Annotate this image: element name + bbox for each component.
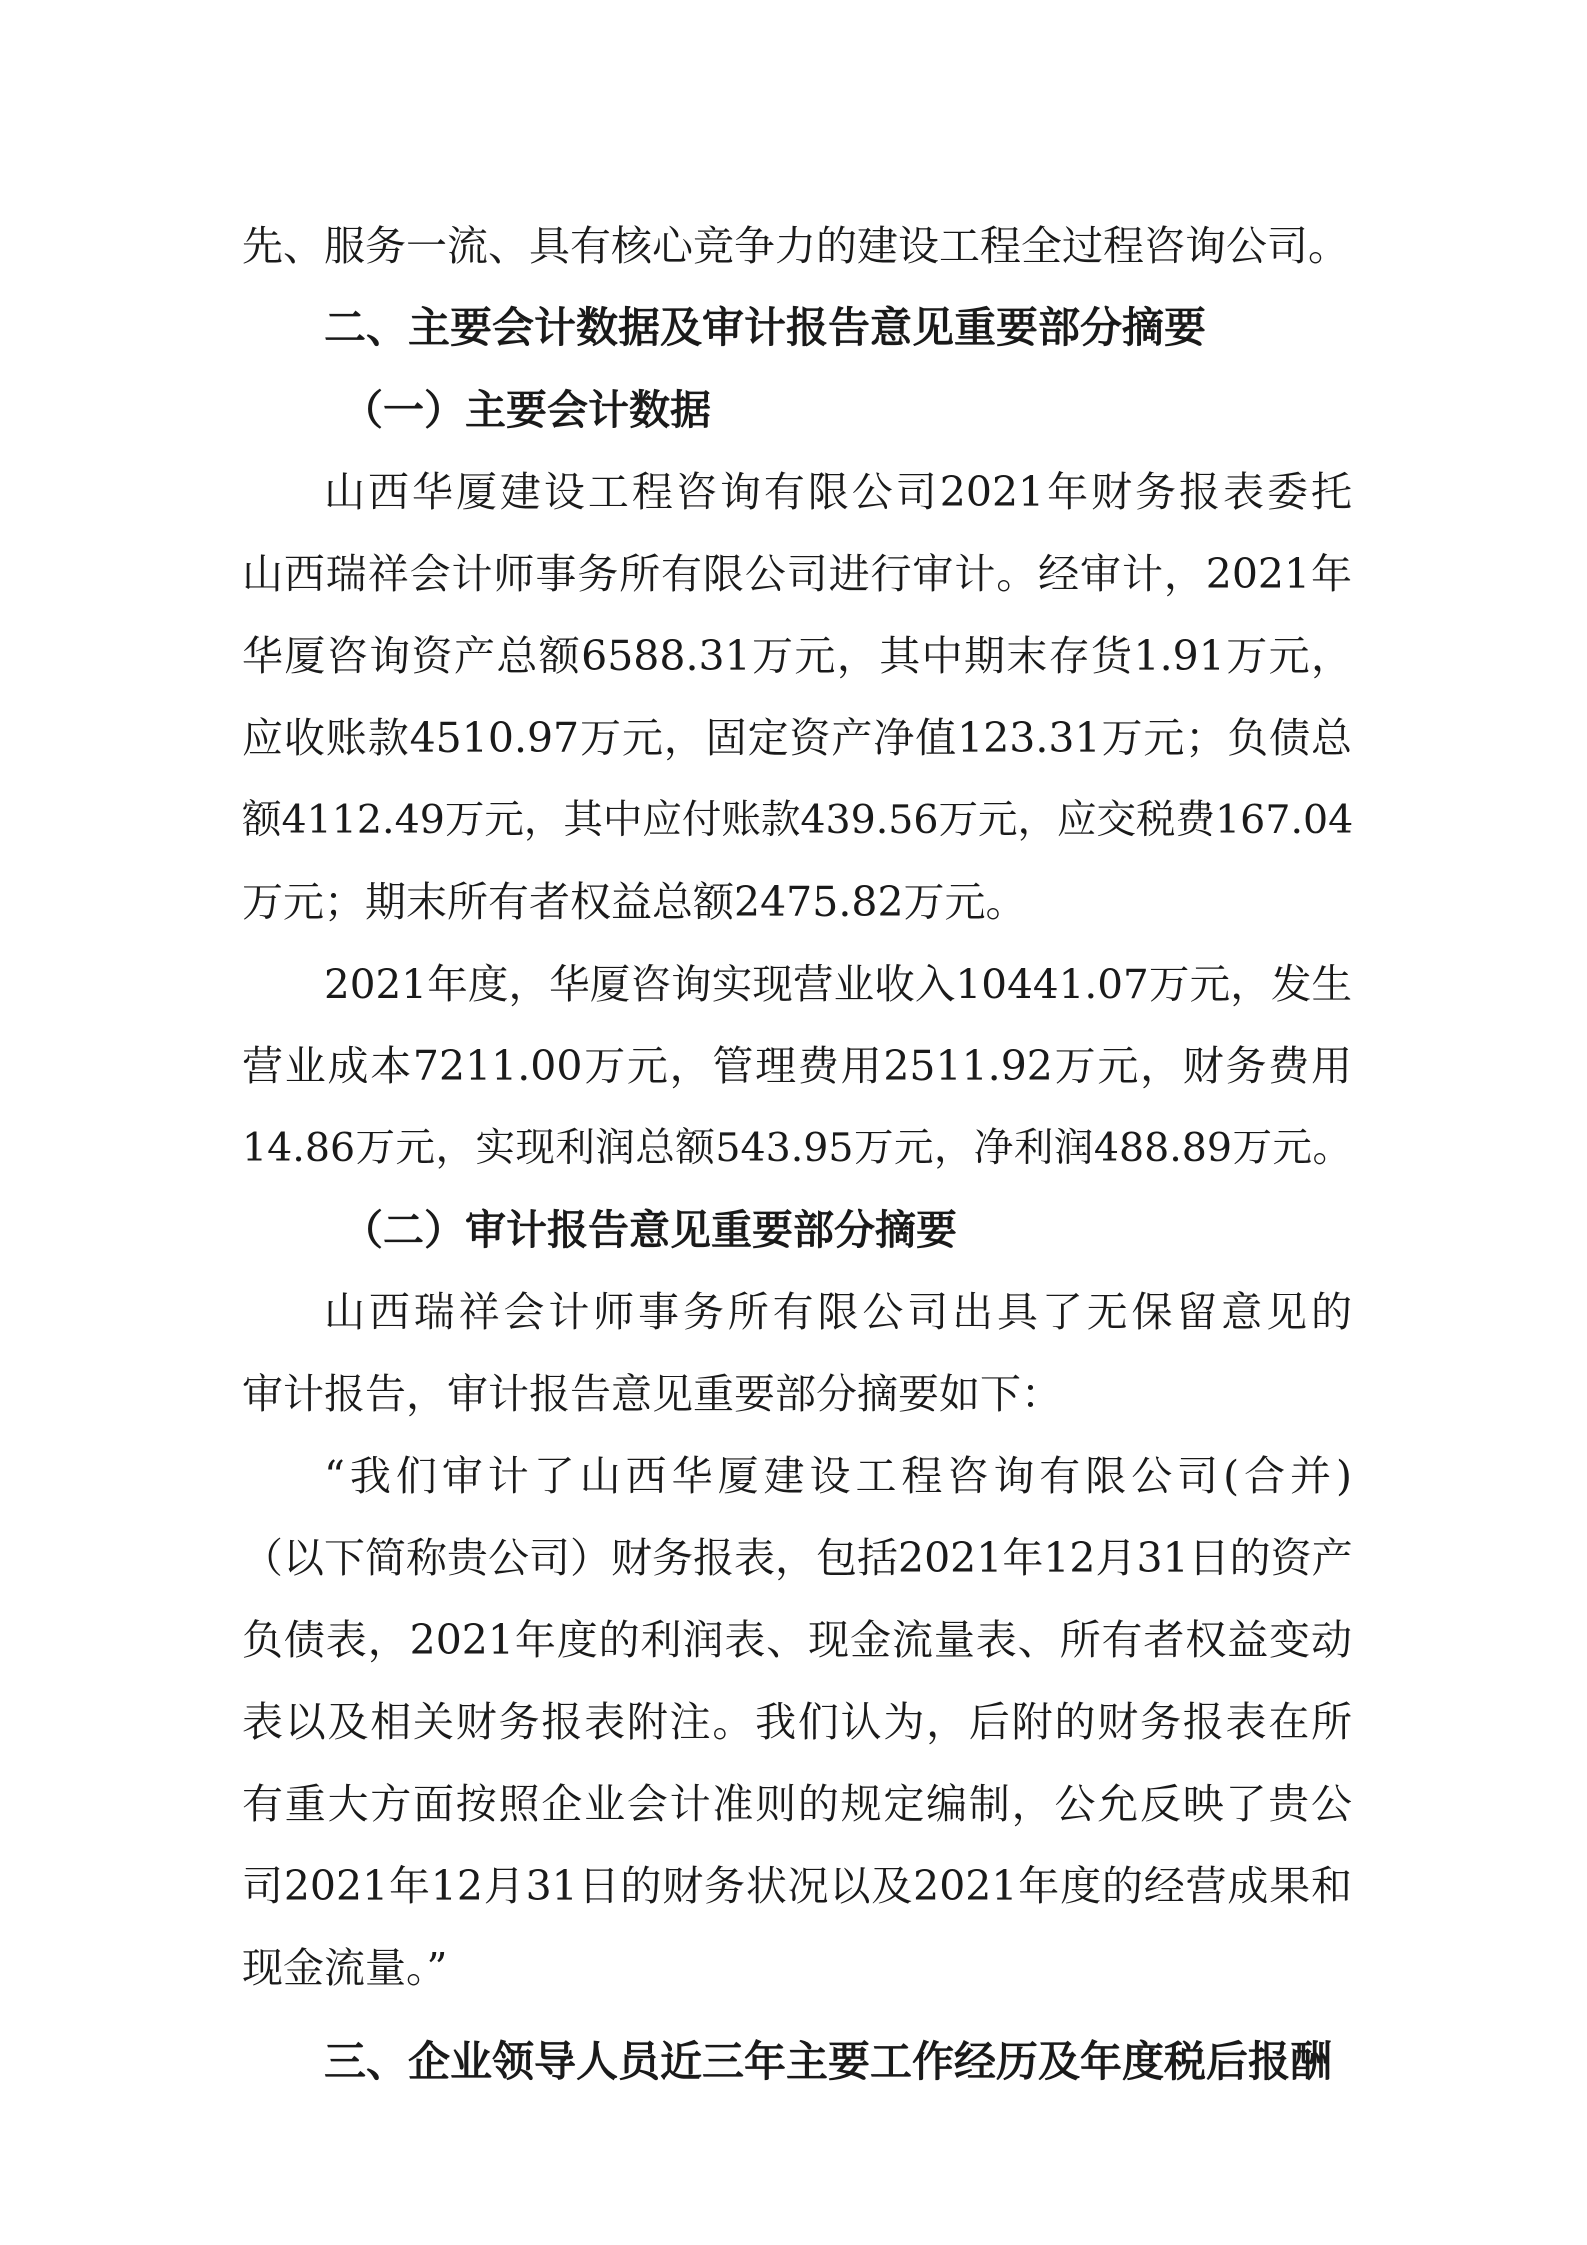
paragraph-line: 14.86万元，实现利润总额543.95万元，净利润488.89万元。 [242,1125,1352,1171]
paragraph-line: 华厦咨询资产总额6588.31万元，其中期末存货1.91万元， [242,632,1352,680]
paragraph-line: 负债表，2021年度的利润表、现金流量表、所有者权益变动 [242,1616,1352,1664]
subsection-heading: （二）审计报告意见重要部分摘要 [342,1206,957,1254]
paragraph-line: 表以及相关财务报表附注。我们认为，后附的财务报表在所 [242,1698,1352,1746]
paragraph-line: 2021年度，华厦咨询实现营业收入10441.07万元，发生 [324,960,1352,1008]
paragraph-line: 有重大方面按照企业会计准则的规定编制，公允反映了贵公 [242,1780,1352,1828]
paragraph-line: 山西瑞祥会计师事务所有限公司出具了无保留意见的 [324,1288,1352,1336]
paragraph-line: 审计报告，审计报告意见重要部分摘要如下： [242,1370,1062,1418]
paragraph-line: （以下简称贵公司）财务报表，包括2021年12月31日的资产 [242,1534,1353,1582]
paragraph-line: 山西瑞祥会计师事务所有限公司进行审计。经审计，2021年 [242,550,1352,598]
paragraph-line: 山西华厦建设工程咨询有限公司2021年财务报表委托 [324,468,1352,516]
section-heading: 二、主要会计数据及审计报告意见重要部分摘要 [324,303,1207,352]
paragraph-line: 现金流量。” [242,1944,448,1992]
paragraph-line: 万元；期末所有者权益总额2475.82万元。 [242,878,1027,926]
paragraph-line: 司2021年12月31日的财务状况以及2021年度的经营成果和 [242,1862,1352,1910]
paragraph-line: 先、服务一流、具有核心竞争力的建设工程全过程咨询公司。 [242,222,1349,270]
paragraph-line: 营业成本7211.00万元，管理费用2511.92万元，财务费用 [242,1042,1352,1090]
document-page [242,205,1352,2103]
paragraph-line: “我们审计了山西华厦建设工程咨询有限公司(合并) [324,1452,1352,1500]
subsection-heading: （一）主要会计数据 [342,386,711,434]
paragraph-line: 应收账款4510.97万元，固定资产净值123.31万元；负债总 [242,714,1352,762]
paragraph-line: 额4112.49万元，其中应付账款439.56万元，应交税费167.04 [242,797,1354,843]
section-heading: 三、企业领导人员近三年主要工作经历及年度税后报酬 [324,2037,1333,2086]
